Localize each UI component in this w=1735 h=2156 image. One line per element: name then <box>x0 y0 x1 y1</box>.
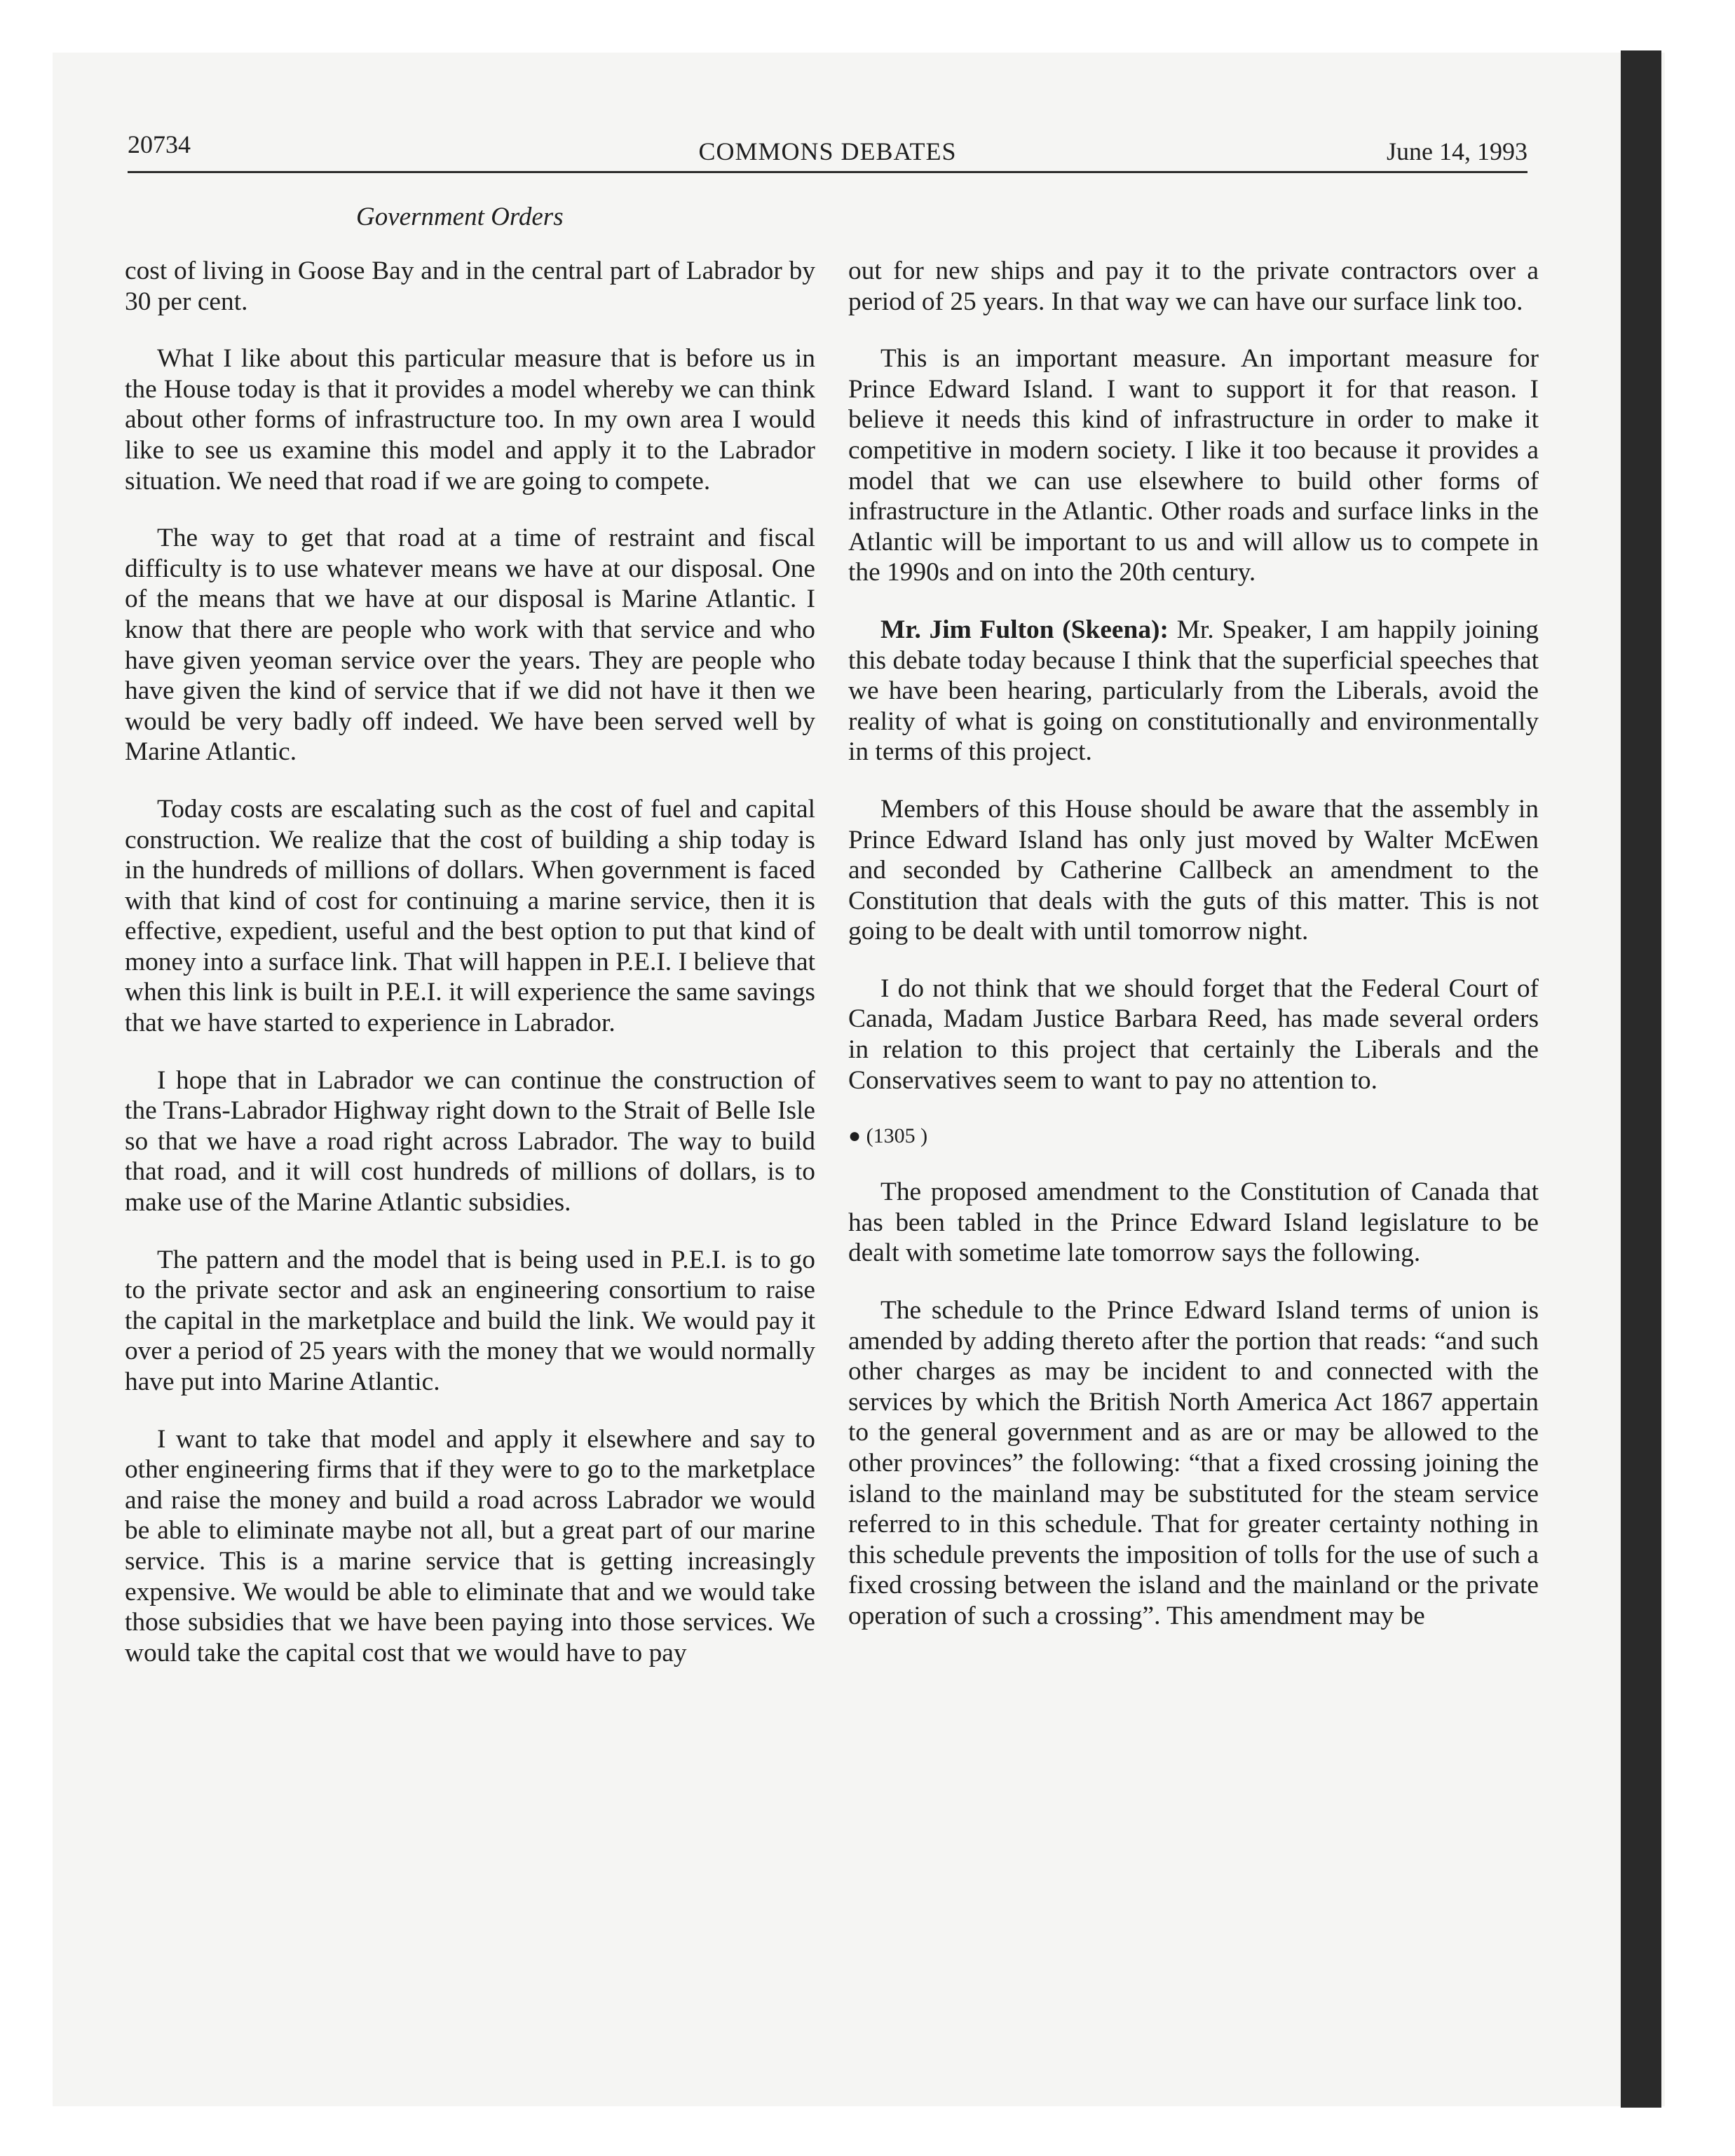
time-marker <box>848 1122 1539 1150</box>
paragraph: What I like about this particular measure that is before us in the House today is that it provides a model whereby we can think about other forms of infrastructure too. In my own area I would like to see us examine this model and apply it to the Labrador situation. We need that road if we are going to compete. <box>125 344 815 496</box>
paragraph: Members of this House should be aware that the assembly in Prince Edward Island has only just moved by Walter McEwen and seconded by Catherine Callbeck an amendment to the Constitution that deals with the guts of this matter. This is not going to be dealt with until tomorrow night. <box>848 794 1539 946</box>
paragraph: I do not think that we should forget that the Federal Court of Canada, Madam Justice Barbara Reed, has made several orders in relation to this project that certainly the Liberals and the Conservatives seem to want to pay no attention to. <box>848 974 1539 1095</box>
paragraph: The schedule to the Prince Edward Island terms of union is amended by adding thereto after the portion that reads: “and such other charges as may be incident to and connected with the services by which the British North America Act 1867 appertain to the general government and as are or may be allowed to the other provinces” the following: “that a fixed crossing joining the island to the mainland may be substituted for the steam service referred to in this schedule. That for greater certainty nothing in this schedule prevents the imposition of tolls for the use of such a fixed crossing between the island and the mainland or the private operation of such a crossing”. This amendment may be <box>848 1296 1539 1630</box>
speaker-name: Mr. Jim Fulton (Skeena): <box>880 615 1169 644</box>
paragraph: cost of living in Goose Bay and in the central part of Labrador by 30 per cent. <box>125 257 815 316</box>
left-column <box>125 256 815 1695</box>
paragraph: out for new ships and pay it to the private contractors over a period of 25 years. In that way we can have our surface link too. <box>848 257 1539 316</box>
page-number: 20734 <box>128 130 191 158</box>
paragraph: The proposed amendment to the Constitution of Canada that has been tabled in the Prince Edward Island legislature to be dealt with sometime late tomorrow says the following. <box>848 1178 1539 1268</box>
header-rule <box>128 171 1528 173</box>
speech-text: Mr. Speaker, I am happily joining this debate today because I think that the superficial speeches that we have been hearing, particularly from the Liberals, avoid the reality of what is going on constitutionally and environmentally in terms of this project. <box>848 615 1539 767</box>
paragraph: The pattern and the model that is being used in P.E.I. is to go to the private sector and ask an engineering consortium to raise the capital in the marketplace and build the link. We would pay it over a period of 25 years with the money that we would normally have put into Marine Atlantic. <box>125 1245 815 1396</box>
publication-date: June 14, 1993 <box>1387 137 1528 165</box>
bullet-icon: ● <box>848 1124 862 1148</box>
right-column <box>848 256 1539 1658</box>
paragraph: I want to take that model and apply it elsewhere and say to other engineering firms that if they were to go to the marketplace and raise the money and build a road across Labrador we would be able to eliminate maybe not all, but a great part of our marine service. This is a marine service that is getting increasingly expensive. We would be able to eliminate that and we would take those subsidies that we have been paying into those services. We would take the capital cost that we would have to pay <box>125 1424 815 1667</box>
paragraph: This is an important measure. An important measure for Prince Edward Island. I want to support it for that reason. I believe it needs this kind of infrastructure in order to make it competitive in modern society. I like it too because it provides a model that we can use elsewhere to build other forms of infrastructure in the Atlantic. Other roads and surface links in the Atlantic will be important to us and will allow us to compete in the 1990s and on into the 20th century. <box>848 344 1539 587</box>
paragraph: Today costs are escalating such as the cost of fuel and capital construction. We realize that the cost of building a ship today is in the hundreds of millions of dollars. When government is faced with that kind of cost for continuing a marine service, then it is effective, expedient, useful and the best option to put that kind of money into a surface link. That will happen in P.E.I. I believe that when this link is built in P.E.I. it will experience the same savings that we have started to experience in Labrador. <box>125 794 815 1038</box>
paragraph: I hope that in Labrador we can continue the construction of the Trans-Labrador Highway right down to the Strait of Belle Isle so that we have a road right across Labrador. The way to build that road, and it will cost hundreds of millions of dollars, is to make use of the Marine Atlantic subsidies. <box>125 1065 815 1217</box>
time-marker-text: (1305 ) <box>866 1124 928 1148</box>
page-header <box>128 130 1528 172</box>
scan-edge-shadow <box>1621 50 1661 2108</box>
section-heading: Government Orders <box>356 203 564 231</box>
journal-title: COMMONS DEBATES <box>698 137 957 165</box>
paragraph: The way to get that road at a time of restraint and fiscal difficulty is to use whatever means we have at our disposal. One of the means that we have at our disposal is Marine Atlantic. I know that there are people who work with that service and who have given yeoman service over the years. They are people who have given the kind of service that if we did not have it then we would be very badly off indeed. We have been served well by Marine Atlantic. <box>125 524 815 767</box>
speaker-paragraph <box>848 615 1539 767</box>
